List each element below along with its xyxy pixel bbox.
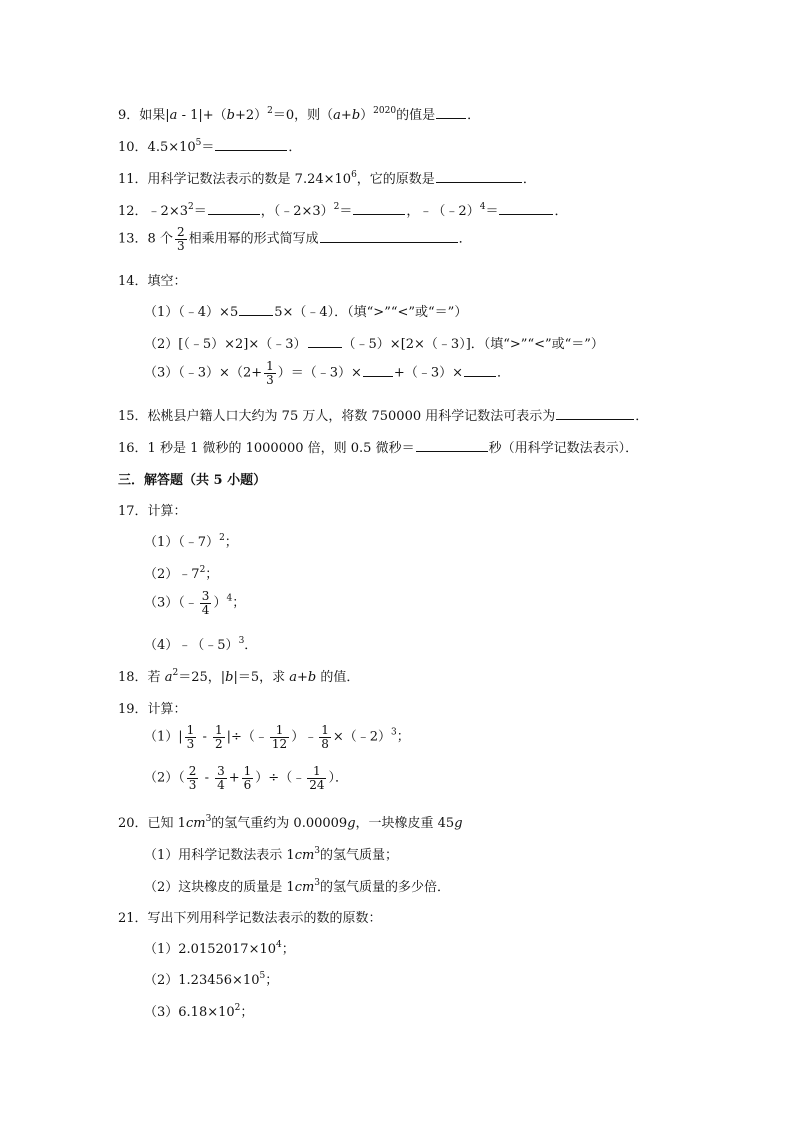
question-17-1: （1）（﹣7）$^2$； (144, 533, 238, 550)
question-20-1: （1）用科学记数法表示 $1cm^3$的氢气质量； (144, 846, 399, 863)
question-12: 12．$﹣2\times 3^2=$ ，（﹣2×3）$^2$＝ ，﹣（﹣2）$^4$＝ ． (118, 202, 568, 219)
fraction: $\frac{2}{3}$ (176, 225, 185, 253)
fraction: $\frac{1}{6}$ (243, 764, 252, 792)
answer-blank[interactable] (353, 202, 405, 215)
answer-blank[interactable] (499, 202, 553, 215)
fraction: $\frac{2}{3}$ (188, 764, 197, 792)
question-14-1: （1）（﹣4）×5 5×（﹣4）．（填“>”“<”或“＝”） (144, 305, 468, 320)
answer-blank[interactable] (436, 106, 466, 119)
question-10: 10．$4.5\times 10^5=$ ． (118, 138, 302, 155)
fraction: $\frac{3}{4}$ (217, 764, 225, 792)
question-11: 11．用科学记数法表示的数是 $7.24\times 10^6$，它的原数是 ． (118, 170, 536, 187)
question-17-2: $(2)﹣7^2$； (144, 565, 219, 582)
question-17-3: （3）（﹣ $\frac{3}{4}$ ）$^4$； (144, 589, 246, 617)
question-9: 9．如果$|a - 1|+(b+2)^2=0$，则$(a+b)^{2020}$的值是 ． (118, 106, 481, 123)
question-14-3: （3）（﹣3）×（2+ $\frac{1}{3}$ ）＝（﹣3）× +（﹣3）× ． (144, 359, 510, 387)
question-18: 18．若 $a^2=25$，|b|＝5，求 a+b 的值． (118, 668, 360, 685)
answer-blank[interactable] (464, 364, 496, 377)
question-19: 19．计算： (118, 702, 187, 717)
answer-blank[interactable] (436, 170, 522, 183)
fraction: $\frac{1}{3}$ (186, 723, 195, 751)
fraction: $\frac{3}{4}$ (201, 589, 210, 617)
answer-blank[interactable] (320, 230, 458, 243)
section-heading: 三．解答题（共 5 小题） (118, 473, 267, 488)
fraction: $\frac{1}{8}$ (321, 723, 329, 751)
answer-blank[interactable] (416, 439, 488, 452)
question-21-1: $(1)2.0152017\times 10^4$； (144, 940, 295, 957)
answer-blank[interactable] (308, 335, 342, 348)
question-21-2: $(2)1.23456\times 10^5$； (144, 971, 279, 988)
fraction: $\frac{1}{12}$ (271, 723, 288, 751)
fraction: $\frac{1}{3}$ (266, 359, 274, 387)
answer-blank[interactable] (215, 138, 287, 151)
question-17: 17．计算： (118, 504, 187, 519)
question-21-3: $(3)6.18\times 10^2$； (144, 1003, 254, 1020)
question-19-2: （2）（ $\frac{2}{3}$ - $\frac{3}{4}$ + $\frac{1}{6}$ ）÷（﹣ $\frac{1}{24}$ ）． (144, 764, 348, 792)
answer-blank[interactable] (556, 407, 634, 420)
question-13: 13．8 个 $\frac{2}{3}$ 相乘用幂的形式简写成 ． (118, 225, 472, 253)
answer-blank[interactable] (239, 303, 273, 316)
question-19-1: （1）| $\frac{1}{3}$ - $\frac{1}{2}$ |÷（﹣ $\frac{1}{12}$ ）﹣ $\frac{1}{8}$ ×（﹣2）$^3$； (144, 723, 410, 751)
fraction: $\frac{1}{2}$ (214, 723, 223, 751)
question-21: 21．写出下列用科学记数法表示的数的原数： (118, 911, 382, 926)
fraction: $\frac{1}{24}$ (309, 764, 325, 792)
question-16: 16．1 秒是 1 微秒的 1000000 倍，则 0.5 微秒＝ 秒（用科学记数法表示）． (118, 441, 639, 456)
answer-blank[interactable] (363, 364, 393, 377)
question-14-2: （2）[（﹣5）×2]×（﹣3） （﹣5）×[2×（﹣3）]．（填“>”“<”或“＝”） (144, 337, 604, 352)
question-20-2: （2）这块橡皮的质量是 $1cm^3$的氢气质量的多少倍． (144, 878, 451, 895)
answer-blank[interactable] (208, 202, 260, 215)
question-17-4: （4）﹣（﹣5）$^3$． (144, 636, 258, 653)
question-14: 14．填空： (118, 274, 187, 289)
question-15: 15．松桃县户籍人口大约为 75 万人，将数 750000 用科学记数法可表示为 ． (118, 409, 649, 424)
question-20: 20．已知 $1cm^3$的氢气重约为 0.00009g，一块橡皮重 45g (118, 814, 463, 831)
